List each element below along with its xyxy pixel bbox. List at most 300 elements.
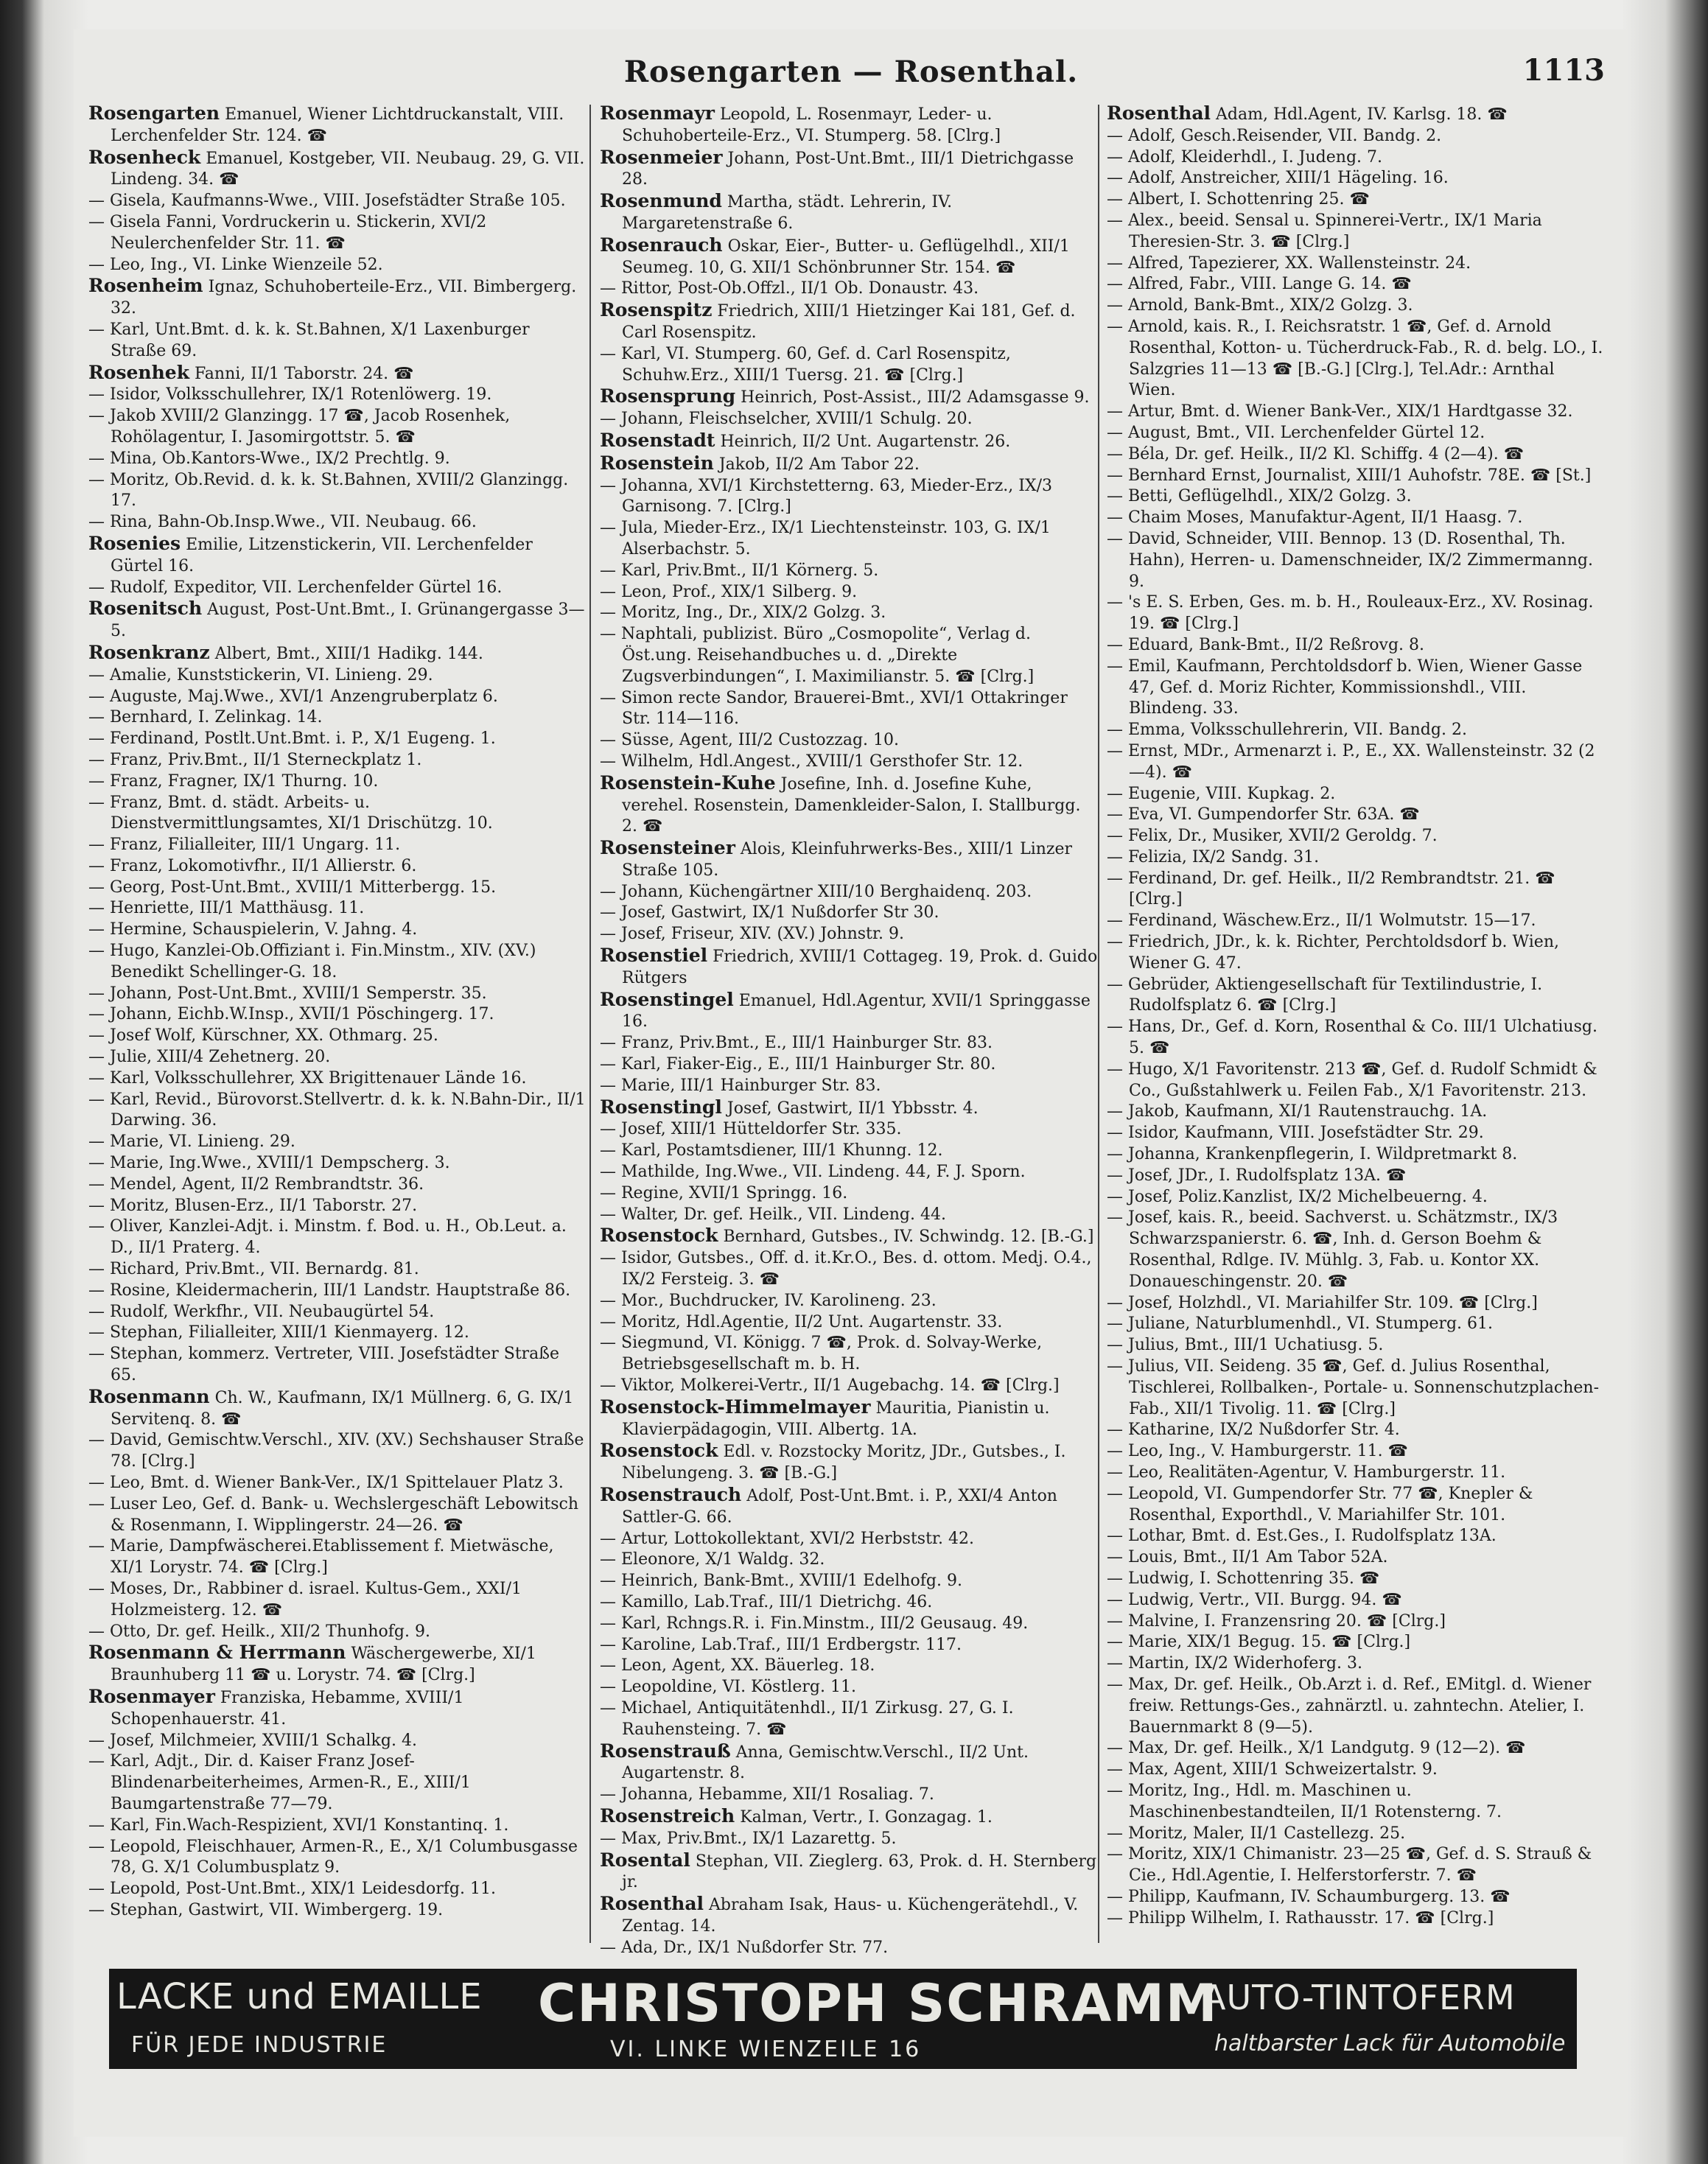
directory-entry [88, 1302, 587, 1323]
directory-entry [88, 941, 587, 984]
entry-text: — Max, Priv.Bmt., IX/1 Lazarettg. 5. [600, 1829, 897, 1848]
directory-entry [88, 707, 587, 729]
entry-text: — Alfred, Fabr., VIII. Lange G. 14. ☎ [1107, 275, 1412, 294]
entry-surname: Rosenkranz [88, 641, 210, 663]
directory-entry [88, 1837, 587, 1880]
directory-entry [600, 752, 1098, 773]
banner-right-subtitle: haltbarster Lack für Automobile [1214, 2031, 1566, 2056]
entry-text: Ignaz, Schuhoberteile-Erz., VII. Bimbergerg. 32. [111, 278, 577, 318]
directory-entry [1107, 1632, 1605, 1653]
directory-entry [88, 1216, 587, 1259]
entry-text: — Max, Dr. gef. Heilk., X/1 Landgutg. 9 (12—2). ☎ [1107, 1739, 1526, 1758]
entry-surname: Rosenmayer [88, 1685, 215, 1707]
entry-text: — Franz, Bmt. d. städt. Arbeits- u. Dienstvermittlungsamtes, XI/1 Drischützg. 10. [88, 793, 493, 833]
entry-text: Emilie, Litzenstickerin, VII. Lerchenfelder Gürtel 16. [111, 535, 533, 575]
directory-column-1 [88, 103, 587, 1945]
directory-entry [88, 1579, 587, 1622]
directory-entry [88, 470, 587, 513]
entry-text: — Karl, VI. Stumperg. 60, Gef. d. Carl Rosenspitz, Schuhw.Erz., XIII/1 Tuersg. 21. ☎ [Clrg.] [600, 344, 1011, 385]
entry-text: — David, Schneider, VIII. Bennop. 13 (D. Rosenthal, Th. Hahn), Herren- u. Damenschneider, IX/2 Zimmermanng. 9. [1107, 529, 1593, 591]
directory-entry [1107, 847, 1605, 869]
entry-text: Friedrich, XVIII/1 Cottageg. 19, Prok. d. Guido Rütgers [622, 948, 1098, 987]
entry-text: — Moritz, Ob.Revid. d. k. k. St.Bahnen, XVIII/2 Glanzingg. 17. [88, 470, 569, 511]
directory-entry [88, 191, 587, 212]
directory-entry [1107, 168, 1605, 189]
directory-entry [600, 773, 1098, 838]
entry-surname: Rosenstrauch [600, 1484, 742, 1505]
entry-text: — Julius, VII. Seideng. 35 ☎, Gef. d. Julius Rosenthal, Tischlerei, Rollbalken-, Portale- u. Sonnenschutzplachen-Fab., XII/1 Tivolig. 11. ☎ [Clrg.] [1107, 1357, 1599, 1418]
entry-surname: Rosenheim [88, 275, 203, 297]
directory-entry [600, 1291, 1098, 1312]
entry-text: — Artur, Bmt. d. Wiener Bank-Ver., XIX/1 Hardtgasse 32. [1107, 402, 1573, 421]
directory-entry [88, 147, 587, 192]
entry-text: — Leo, Ing., VI. Linke Wienzeile 52. [88, 255, 383, 274]
directory-entry [600, 1397, 1098, 1441]
page-header [74, 46, 1628, 90]
directory-entry [1107, 189, 1605, 211]
entry-text: — Marie, VI. Linieng. 29. [88, 1132, 295, 1152]
directory-entry [88, 255, 587, 276]
directory-entry [600, 1592, 1098, 1614]
entry-surname: Rosenheck [88, 146, 201, 168]
directory-entry [600, 1614, 1098, 1635]
entry-text: — Auguste, Maj.Wwe., XVI/1 Anzengruberplatz 6. [88, 687, 498, 706]
directory-entry [600, 344, 1098, 387]
directory-entry [1107, 635, 1605, 656]
entry-text: — Stephan, Filialleiter, XIII/1 Kienmayerg. 12. [88, 1323, 469, 1342]
entry-text: — Josef, Poliz.Kanzlist, IX/2 Michelbeuerng. 4. [1107, 1187, 1488, 1206]
entry-surname: Rosenstock [600, 1440, 718, 1462]
entry-text: Alois, Kleinfuhrwerks-Bes., XIII/1 Linzer Straße 105. [622, 840, 1073, 880]
directory-entry [88, 1132, 587, 1153]
directory-entry [88, 1344, 587, 1387]
entry-text: — Marie, Ing.Wwe., XVIII/1 Dempscherg. 3. [88, 1154, 450, 1173]
directory-entry [600, 430, 1098, 453]
directory-entry [1107, 1144, 1605, 1166]
entry-text: — Kamillo, Lab.Traf., III/1 Dietrichg. 46. [600, 1592, 933, 1611]
directory-entry [88, 729, 587, 750]
directory-entry [1107, 274, 1605, 295]
directory-entry [600, 1938, 1098, 1959]
entry-surname: Rosengarten [88, 102, 220, 124]
entry-text: — Leon, Prof., XIX/1 Silberg. 9. [600, 582, 858, 601]
entry-text: — Chaim Moses, Manufaktur-Agent, II/1 Haasg. 7. [1107, 508, 1523, 528]
directory-entry [88, 1494, 587, 1537]
entry-surname: Rosenstrauß [600, 1740, 731, 1762]
entry-text: — Rittor, Post-Ob.Offzl., II/1 Ob. Donaustr. 43. [600, 279, 979, 298]
directory-entry [88, 687, 587, 708]
entry-text: — Rina, Bahn-Ob.Insp.Wwe., VII. Neubaug. 66. [88, 513, 477, 532]
entry-text: Wäschergewerbe, XI/1 Braunhuberg 11 ☎ u. Lorystr. 74. ☎ [Clrg.] [111, 1645, 536, 1685]
directory-entry [88, 385, 587, 406]
directory-entry [600, 1677, 1098, 1698]
directory-entry [1107, 253, 1605, 275]
entry-text: — Felix, Dr., Musiker, XVII/2 Geroldg. 7. [1107, 827, 1438, 846]
directory-entry [1107, 1590, 1605, 1611]
entry-surname: Rosensteiner [600, 837, 735, 859]
directory-entry [600, 990, 1098, 1034]
entry-surname: Rosenitsch [88, 598, 203, 620]
entry-surname: Rosenmund [600, 190, 722, 212]
entry-text: — Michael, Antiquitätenhdl., II/1 Zirkusg. 27, G. I. Rauhensteing. 7. ☎ [600, 1698, 1014, 1739]
directory-entry [600, 1376, 1098, 1397]
directory-entry [600, 1741, 1098, 1785]
directory-entry [1107, 932, 1605, 975]
entry-text: — Julius, Bmt., III/1 Uchatiusg. 5. [1107, 1336, 1384, 1355]
entry-text: — Josef, Friseur, XIV. (XV.) Johnstr. 9. [600, 925, 904, 944]
entry-surname: Rosental [600, 1849, 690, 1871]
directory-entry [88, 1430, 587, 1473]
directory-entry [600, 1829, 1098, 1850]
entry-text: — Ferdinand, Dr. gef. Heilk., II/2 Rembrandtstr. 21. ☎ [Clrg.] [1107, 869, 1555, 909]
directory-entry [88, 984, 587, 1005]
entry-text: — Franz, Lokomotivfhr., II/1 Allierstr. 6. [88, 856, 417, 875]
directory-entry [1107, 1356, 1605, 1420]
entry-text: — Josef, Milchmeier, XVIII/1 Schalkg. 4. [88, 1731, 417, 1750]
directory-entry [1107, 466, 1605, 487]
entry-text: — Ferdinand, Wäschew.Erz., II/1 Wolmutstr. 15—17. [1107, 911, 1536, 931]
directory-entry [88, 1004, 587, 1026]
directory-entry [600, 1571, 1098, 1592]
entry-text: Bernhard, Gutsbes., IV. Schwindg. 12. [B.-G.] [723, 1228, 1094, 1247]
entry-text: — Leon, Agent, XX. Bäuerleg. 18. [600, 1656, 875, 1675]
directory-entry [88, 1731, 587, 1752]
directory-entry [600, 1785, 1098, 1806]
directory-entry [1107, 147, 1605, 169]
entry-text: Albert, Bmt., XIII/1 Hadikg. 144. [214, 644, 483, 663]
entry-text: — Rudolf, Werkfhr., VII. Neubaugürtel 54. [88, 1302, 435, 1321]
directory-entry [600, 945, 1098, 990]
entry-text: — Moritz, Hdl.Agentie, II/2 Unt. Augartenstr. 33. [600, 1312, 1003, 1331]
entry-surname: Rosenthal [1107, 102, 1211, 124]
entry-text: — Johanna, Krankenpflegerin, I. Wildpretmarkt 8. [1107, 1145, 1518, 1164]
directory-entry [1107, 1166, 1605, 1187]
entry-text: — David, Gemischtw.Verschl., XIV. (XV.) Sechshauser Straße 78. [Clrg.] [88, 1431, 584, 1471]
entry-text: Kalman, Vertr., I. Gonzagag. 1. [740, 1807, 993, 1827]
directory-entry [600, 688, 1098, 731]
directory-entry [600, 1550, 1098, 1571]
directory-entry [1107, 1675, 1605, 1738]
directory-entry [88, 771, 587, 793]
directory-entry [600, 1248, 1098, 1291]
directory-entry [1107, 1547, 1605, 1569]
directory-entry [600, 624, 1098, 687]
entry-text: — Malvine, I. Franzensring 20. ☎ [Clrg.] [1107, 1611, 1446, 1631]
directory-entry [1107, 508, 1605, 529]
entry-text: — Max, Agent, XIII/1 Schweizertalstr. 9. [1107, 1760, 1438, 1779]
entry-text: Stephan, VII. Zieglerg. 63, Prok. d. H. Sternberg jr. [622, 1852, 1097, 1892]
entry-text: — Johann, Eichb.W.Insp., XVII/1 Pöschingerg. 17. [88, 1005, 494, 1024]
entry-text: — Karl, Fin.Wach-Respizient, XVI/1 Konstantinq. 1. [88, 1815, 509, 1835]
entry-text: — Johann, Küchengärtner XIII/10 Berghaidenq. 203. [600, 882, 1032, 901]
directory-entry [600, 1850, 1098, 1894]
directory-entry [1107, 1611, 1605, 1633]
entry-surname: Rosenhek [88, 361, 190, 383]
entry-text: — Eleonore, X/1 Waldg. 32. [600, 1550, 825, 1569]
entry-surname: Rosenmann [88, 1385, 210, 1407]
directory-entry [88, 920, 587, 941]
entry-surname: Rosenstreich [600, 1804, 735, 1827]
directory-entry [88, 212, 587, 255]
page-number: 1113 [1522, 53, 1605, 88]
directory-entry [88, 103, 587, 147]
entry-text: — Georg, Post-Unt.Bmt., XVIII/1 Mitterbergg. 15. [88, 878, 497, 897]
entry-text: — Karl, Rchngs.R. i. Fin.Minstm., III/2 Geusaug. 49. [600, 1614, 1029, 1633]
directory-entry [600, 1119, 1098, 1141]
directory-entry [1107, 1653, 1605, 1675]
entry-text: — Wilhelm, Hdl.Angest., XVIII/1 Gersthofer Str. 12. [600, 752, 1023, 771]
entry-text: — Ludwig, I. Schottenring 35. ☎ [1107, 1569, 1380, 1588]
entry-text: — Josef, Holzhdl., VI. Mariahilfer Str. 109. ☎ [Clrg.] [1107, 1293, 1538, 1312]
entry-text: — Franz, Fragner, IX/1 Thurng. 10. [88, 771, 379, 791]
entry-text: Jakob, II/2 Am Tabor 22. [718, 455, 920, 474]
directory-entry [88, 449, 587, 470]
entry-text: — Ferdinand, Postlt.Unt.Bmt. i. P., X/1 Eugeng. 1. [88, 729, 496, 749]
entry-text: — Siegmund, VI. Königg. 7 ☎, Prok. d. Solvay-Werke, Betriebsgesellschaft m. b. H. [600, 1334, 1043, 1374]
directory-entry [1107, 656, 1605, 720]
directory-entry [600, 1806, 1098, 1829]
directory-entry [1107, 741, 1605, 784]
entry-text: — Eva, VI. Gumpendorfer Str. 63A. ☎ [1107, 805, 1420, 824]
entry-text: — Arnold, Bank-Bmt., XIX/2 Golzg. 3. [1107, 296, 1413, 315]
entry-text: — Katharine, IX/2 Nußdorfer Str. 4. [1107, 1421, 1400, 1440]
directory-entry [88, 406, 587, 449]
directory-entry [1107, 295, 1605, 317]
entry-text: Mauritia, Pianistin u. Klavierpädagogin, VIII. Albertg. 1A. [622, 1398, 1050, 1439]
directory-entry [88, 1068, 587, 1090]
entry-text: — Gisela, Kaufmanns-Wwe., VIII. Josefstädter Straße 105. [88, 192, 566, 211]
directory-entry [600, 386, 1098, 409]
directory-entry [1107, 1208, 1605, 1292]
directory-entry [1107, 805, 1605, 826]
entry-text: — Rudolf, Expeditor, VII. Lerchenfelder Gürtel 16. [88, 578, 503, 597]
directory-entry [1107, 1738, 1605, 1759]
entry-text: — Moses, Dr., Rabbiner d. israel. Kultus-Gem., XXI/1 Holzmeisterg. 12. ☎ [88, 1579, 522, 1620]
directory-entry [600, 1162, 1098, 1183]
entry-text: — Leo, Realitäten-Agentur, V. Hamburgerstr. 11. [1107, 1463, 1506, 1482]
entry-text: Ch. W., Kaufmann, IX/1 Müllnerg. 6, G. IX/1 Servitenq. 8. ☎ [111, 1388, 574, 1429]
entry-text: — Leopoldine, VI. Köstlerg. 11. [600, 1678, 856, 1697]
directory-entry [88, 793, 587, 836]
directory-entry [600, 838, 1098, 882]
directory-entry [88, 1473, 587, 1494]
directory-entry [88, 578, 587, 599]
directory-entry [88, 1090, 587, 1132]
entry-text: — Albert, I. Schottenring 25. ☎ [1107, 190, 1370, 209]
entry-text: Fanni, II/1 Taborstr. 24. ☎ [195, 364, 414, 383]
directory-entry [600, 476, 1098, 519]
directory-entry [600, 1440, 1098, 1485]
directory-entry [600, 1635, 1098, 1656]
directory-entry [600, 1141, 1098, 1162]
directory-entry [88, 1687, 587, 1731]
entry-text: — Stephan, kommerz. Vertreter, VIII. Josefstädter Straße 65. [88, 1345, 560, 1385]
directory-entry [600, 582, 1098, 603]
directory-entry [88, 1047, 587, 1068]
entry-text: — Karl, Fiaker-Eig., E., III/1 Hainburger Str. 80. [600, 1055, 996, 1074]
entry-text: — Moritz, Ing., Hdl. m. Maschinen u. Maschinenbestandteilen, II/1 Rotensterng. 7. [1107, 1781, 1502, 1821]
entry-surname: Rosenstock-Himmelmayer [600, 1396, 871, 1418]
entry-text: — Josef, XIII/1 Hütteldorfer Str. 335. [600, 1120, 902, 1139]
directory-entry [1107, 1060, 1605, 1102]
directory-entry [88, 1879, 587, 1900]
directory-entry [600, 1485, 1098, 1529]
entry-text: — Mina, Ob.Kantors-Wwe., IX/2 Prechtlg. 9. [88, 449, 450, 468]
directory-entry [1107, 126, 1605, 147]
entry-text: — Marie, XIX/1 Begug. 15. ☎ [Clrg.] [1107, 1633, 1411, 1652]
directory-entry [88, 1387, 587, 1431]
directory-entry [600, 1312, 1098, 1334]
directory-entry [600, 1333, 1098, 1376]
directory-entry [88, 1153, 587, 1174]
directory-entry [88, 1281, 587, 1302]
entry-text: — Karl, Priv.Bmt., II/1 Körnerg. 5. [600, 561, 879, 580]
directory-entry [1107, 402, 1605, 423]
directory-entry [88, 363, 587, 385]
directory-entry [88, 1536, 587, 1579]
entry-text: — Franz, Priv.Bmt., E., III/1 Hainburger Str. 83. [600, 1034, 993, 1053]
directory-entry [1107, 529, 1605, 592]
directory-entry [600, 1205, 1098, 1226]
directory-entry [1107, 1526, 1605, 1547]
directory-entry [1107, 1441, 1605, 1463]
entry-surname: Rosenrauch [600, 234, 723, 256]
entry-text: — Ada, Dr., IX/1 Nußdorfer Str. 77. [600, 1938, 889, 1957]
directory-entry [600, 882, 1098, 903]
directory-column-2 [600, 102, 1098, 1957]
entry-text: — Emma, Volksschullehrerin, VII. Bandg. 2. [1107, 721, 1467, 740]
entry-text: Anna, Gemischtw.Verschl., II/2 Unt. Augartenstr. 8. [622, 1743, 1029, 1783]
directory-entry [1107, 103, 1605, 126]
entry-text: Emanuel, Wiener Lichtdruckanstalt, VIII. Lerchenfelder Str. 124. ☎ [111, 105, 564, 145]
entry-text: — Ludwig, Vertr., VII. Burgg. 94. ☎ [1107, 1590, 1402, 1609]
directory-entry [88, 878, 587, 899]
entry-surname: Rosensprung [600, 385, 736, 407]
directory-entry [600, 235, 1098, 279]
entry-text: — Hugo, X/1 Favoritenstr. 213 ☎, Gef. d. Rudolf Schmidt & Co., Gußstahlwerk u. Feilen Fab., X/1 Favoritenstr. 213. [1107, 1060, 1597, 1100]
entry-text: Edl. v. Rozstocky Moritz, JDr., Gutsbes., I. Nibelungeng. 3. ☎ [B.-G.] [622, 1443, 1066, 1483]
directory-entry [1107, 1314, 1605, 1335]
directory-entry [1107, 211, 1605, 253]
entry-surname: Rosenmayr [600, 102, 715, 124]
directory-entry [1107, 1102, 1605, 1123]
directory-entry [88, 1751, 587, 1815]
entry-text: — Johann, Fleischselcher, XVIII/1 Schulg. 20. [600, 410, 973, 429]
directory-entry [88, 1900, 587, 1922]
running-head: Rosengarten — Rosenthal. [623, 55, 1079, 89]
directory-entry [88, 320, 587, 363]
entry-text: — Johann, Post-Unt.Bmt., XVIII/1 Semperstr. 35. [88, 984, 487, 1003]
entry-text: — Alex., beeid. Sensal u. Spinnerei-Vertr., IX/1 Maria Theresien-Str. 3. ☎ [Clrg.] [1107, 211, 1542, 251]
entry-surname: Rosenstadt [600, 429, 715, 451]
entry-text: Emanuel, Kostgeber, VII. Neubaug. 29, G. VII. Lindeng. 34. ☎ [111, 149, 585, 189]
entry-text: — Martin, IX/2 Widerhoferg. 3. [1107, 1654, 1362, 1673]
entry-text: Heinrich, Post-Assist., III/2 Adamsgasse 9. [741, 388, 1090, 407]
entry-text: — Moritz, Ing., Dr., XIX/2 Golzg. 3. [600, 603, 886, 623]
entry-text: — Karl, Adjt., Dir. d. Kaiser Franz Josef-Blindenarbeiterheimes, Armen-R., E., XIII/1 Baumgartenstraße 77—79. [88, 1752, 471, 1813]
directory-entry [88, 1259, 587, 1281]
directory-entry [1107, 1420, 1605, 1441]
entry-text: — Henriette, III/1 Matthäusg. 11. [88, 899, 365, 918]
directory-entry [88, 750, 587, 771]
directory-entry [1107, 911, 1605, 932]
directory-entry [1107, 486, 1605, 508]
entry-text: — Bernhard Ernst, Journalist, XIII/1 Auhofstr. 78E. ☎ [St.] [1107, 466, 1592, 485]
directory-entry [88, 835, 587, 856]
entry-text: — Adolf, Kleiderhdl., I. Judeng. 7. [1107, 147, 1382, 167]
entry-surname: Rosenstein-Kuhe [600, 771, 776, 794]
entry-text: — Moritz, Blusen-Erz., II/1 Taborstr. 27. [88, 1196, 418, 1215]
entry-text: — Eduard, Bank-Bmt., II/2 Reßrovg. 8. [1107, 635, 1424, 654]
directory-entry [88, 1642, 587, 1687]
entry-text: — Gisela Fanni, Vordruckerin u. Stickerin, XVI/2 Neulerchenfelder Str. 11. ☎ [88, 212, 487, 253]
entry-text: — Artur, Lottokollektant, XVI/2 Herbststr. 42. [600, 1529, 975, 1548]
directory-entry [88, 1323, 587, 1344]
entry-text: Johann, Post-Unt.Bmt., III/1 Dietrichgasse 28. [622, 149, 1074, 189]
column-divider [589, 105, 591, 1943]
entry-text: — Adolf, Anstreicher, XIII/1 Hägeling. 16. [1107, 169, 1449, 188]
entry-text: — Bernhard, I. Zelinkag. 14. [88, 708, 323, 727]
entry-text: — Mendel, Agent, II/2 Rembrandtstr. 36. [88, 1174, 424, 1194]
entry-text: — Franz, Priv.Bmt., II/1 Sterneckplatz 1. [88, 750, 422, 769]
entry-text: — Gebrüder, Aktiengesellschaft für Textilindustrie, I. Rudolfsplatz 6. ☎ [Clrg.] [1107, 975, 1543, 1015]
directory-entry [1107, 826, 1605, 847]
directory-entry [1107, 1187, 1605, 1208]
entry-surname: Rosenmeier [600, 146, 723, 168]
directory-entry [600, 191, 1098, 235]
entry-text: — Hermine, Schauspielerin, V. Jahng. 4. [88, 920, 418, 939]
entry-text: — Viktor, Molkerei-Vertr., II/1 Augebachg. 14. ☎ [Clrg.] [600, 1376, 1060, 1396]
directory-entry [1107, 1484, 1605, 1527]
directory-entry [600, 561, 1098, 582]
banner-left-title: LACKE und EMAILLE [116, 1976, 483, 2017]
banner-left-subtitle: FÜR JEDE INDUSTRIE [131, 2032, 388, 2058]
directory-entry [1107, 1908, 1605, 1930]
entry-text: — Franz, Filialleiter, III/1 Ungarg. 11. [88, 836, 401, 855]
entry-text: August, Post-Unt.Bmt., I. Grünangergasse 3—5. [111, 600, 585, 641]
entry-text: — Johanna, Hebamme, XII/1 Rosaliag. 7. [600, 1785, 934, 1804]
directory-entry [600, 518, 1098, 561]
entry-text: — Béla, Dr. gef. Heilk., II/2 Kl. Schiffg. 4 (2—4). ☎ [1107, 444, 1525, 463]
entry-text: Leopold, L. Rosenmayr, Leder- u. Schuhoberteile-Erz., VI. Stumperg. 58. [Clrg.] [622, 105, 1001, 145]
directory-entry [600, 1529, 1098, 1550]
entry-text: — Eugenie, VIII. Kupkag. 2. [1107, 784, 1336, 803]
directory-entry [1107, 1335, 1605, 1356]
entry-text: — Karl, Postamtsdiener, III/1 Khunng. 12. [600, 1141, 943, 1160]
directory-entry [88, 1174, 587, 1196]
directory-entry [600, 1656, 1098, 1677]
entry-text: — Alfred, Tapezierer, XX. Wallensteinstr. 24. [1107, 253, 1471, 273]
directory-entry [1107, 444, 1605, 466]
advertisement-banner [109, 1969, 1577, 2069]
entry-text: — Moritz, Maler, II/1 Castellezg. 25. [1107, 1824, 1406, 1843]
entry-text: — Naphtali, publizist. Büro „Cosmopolite“, Verlag d. Öst.ung. Reisehandbuches u. d. „Direkte Zugsverbindungen“, I. Maximilianstr. 5. ☎ [Clrg.] [600, 625, 1035, 686]
entry-text: — Betti, Geflügelhdl., XIX/2 Golzg. 3. [1107, 487, 1412, 506]
directory-entry [1107, 1759, 1605, 1781]
entry-text: — Amalie, Kunststickerin, VI. Linieng. 29. [88, 665, 433, 684]
directory-entry [1107, 720, 1605, 741]
directory-entry [1107, 1463, 1605, 1484]
entry-text: Abraham Isak, Haus- u. Küchengerätehdl., V. Zentag. 14. [622, 1896, 1079, 1936]
entry-text: — Simon recte Sandor, Brauerei-Bmt., XVI/1 Ottakringer Str. 114—116. [600, 688, 1068, 729]
directory-entry [1107, 1824, 1605, 1845]
entry-text: — Max, Dr. gef. Heilk., Ob.Arzt i. d. Ref., EMitgl. d. Wiener freiw. Rettungs-Ges., zahnärztl. u. zahntechn. Atelier, I. Bauernmarkt 8 (9—5). [1107, 1675, 1592, 1737]
directory-entry [1107, 1844, 1605, 1887]
entry-surname: Rosenstein [600, 452, 714, 474]
directory-entry [600, 1894, 1098, 1938]
entry-text: — Karl, Revid., Bürovorst.Stellvertr. d. k. k. N.Bahn-Dir., II/1 Darwing. 36. [88, 1090, 586, 1130]
entry-text: — August, Bmt., VII. Lerchenfelder Gürtel 12. [1107, 423, 1485, 442]
